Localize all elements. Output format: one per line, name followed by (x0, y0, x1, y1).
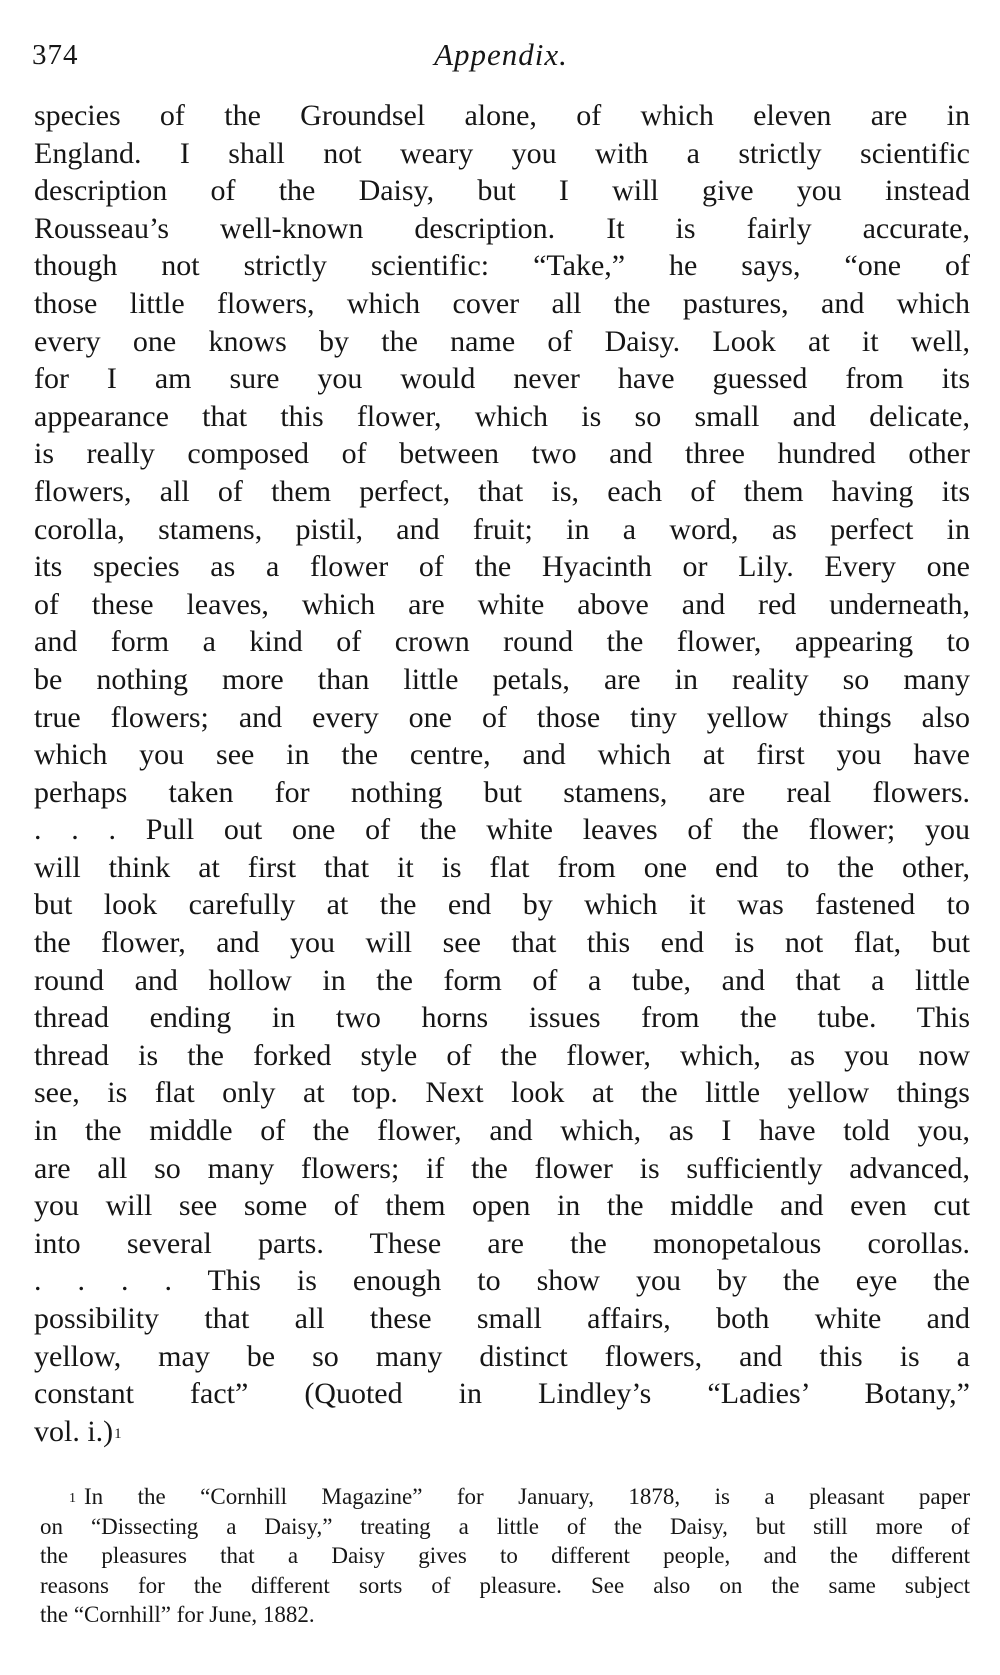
text-line: possibility that all these small affairs, both white and (34, 1302, 970, 1335)
footnote-line (40, 1482, 970, 1512)
text-line: thread is the forked style of the flower, which, as you now (34, 1038, 970, 1072)
text-line: be nothing more than little petals, are in reality so many (34, 662, 970, 696)
main-text (34, 97, 970, 1450)
footnote-line: the “Cornhill” for June, 1882. (40, 1602, 315, 1627)
text-line: which you see in the centre, and which at first you have (34, 738, 970, 772)
footnote-line-content: In the “Cornhill Magazine” for January, 1878, is a pleasant paper (84, 1484, 970, 1509)
text-line: round and hollow in the form of a tube, and that a little (34, 963, 970, 997)
text-line: though not strictly scientific: “Take,” he says, “one of (34, 249, 970, 283)
text-line: for I am sure you would never have guessed from its (34, 362, 970, 396)
text-line: of these leaves, which are white above and red underneath, (34, 587, 970, 621)
text-line: but look carefully at the end by which it was fastened to (34, 888, 970, 922)
text-line: perhaps taken for nothing but stamens, are real flowers. (34, 775, 970, 809)
text-line: England. I shall not weary you with a strictly scientific (34, 136, 970, 170)
text-line: every one knows by the name of Daisy. Look at it well, (34, 324, 970, 358)
text-line: and form a kind of crown round the flower, appearing to (34, 625, 970, 659)
text-line: yellow, may be so many distinct flowers, and this is a (34, 1339, 970, 1373)
text-line: Rousseau’s well-known description. It is fairly accurate, (34, 211, 970, 245)
footnote-line: the pleasures that a Daisy gives to different people, and the different (40, 1543, 970, 1568)
text-line: its species as a flower of the Hyacinth or Lily. Every one (34, 550, 970, 584)
text-line: in the middle of the flower, and which, as I have told you, (34, 1114, 970, 1148)
text-line: those little flowers, which cover all the pastures, and which (34, 286, 970, 320)
text-line: into several parts. These are the monopetalous corollas. (34, 1226, 970, 1260)
text-line: appearance that this flower, which is so small and delicate, (34, 399, 970, 433)
text-line-content: vol. i.) (34, 1414, 114, 1448)
text-line: is really composed of between two and three hundred other (34, 437, 970, 471)
text-line: thread ending in two horns issues from the tube. This (34, 1001, 970, 1035)
text-line: true flowers; and every one of those tiny yellow things also (34, 700, 970, 734)
running-title: Appendix. (434, 37, 568, 72)
text-line: see, is flat only at top. Next look at the little yellow things (34, 1076, 970, 1110)
text-line: corolla, stamens, pistil, and fruit; in a word, as perfect in (34, 512, 970, 546)
text-line: will think at first that it is flat from one end to the other, (34, 850, 970, 884)
text-line: the flower, and you will see that this end is not flat, but (34, 926, 970, 960)
running-head (32, 32, 970, 78)
text-line: . . . Pull out one of the white leaves of the flower; you (34, 813, 970, 847)
text-line: description of the Daisy, but I will give you instead (34, 174, 970, 208)
footnote-line: on “Dissecting a Daisy,” treating a little of the Daisy, but still more of (40, 1513, 970, 1539)
text-line: constant fact” (Quoted in Lindley’s “Ladies’ Botany,” (34, 1377, 970, 1411)
text-line: flowers, all of them perfect, that is, each of them having its (34, 474, 970, 508)
footnote (40, 1482, 970, 1630)
text-line: . . . . This is enough to show you by the eye the (34, 1264, 970, 1298)
text-line: are all so many flowers; if the flower is sufficiently advanced, (34, 1151, 970, 1185)
footnote-marker: 1 (69, 1491, 76, 1506)
footnote-reference-marker[interactable]: 1 (114, 1425, 122, 1442)
text-line: you will see some of them open in the middle and even cut (34, 1189, 970, 1223)
text-line-last (34, 1413, 970, 1451)
page-number: 374 (32, 39, 79, 71)
footnote-line: reasons for the different sorts of pleasure. See also on the same subject (40, 1572, 970, 1598)
text-line: species of the Groundsel alone, of which eleven are in (34, 99, 970, 132)
